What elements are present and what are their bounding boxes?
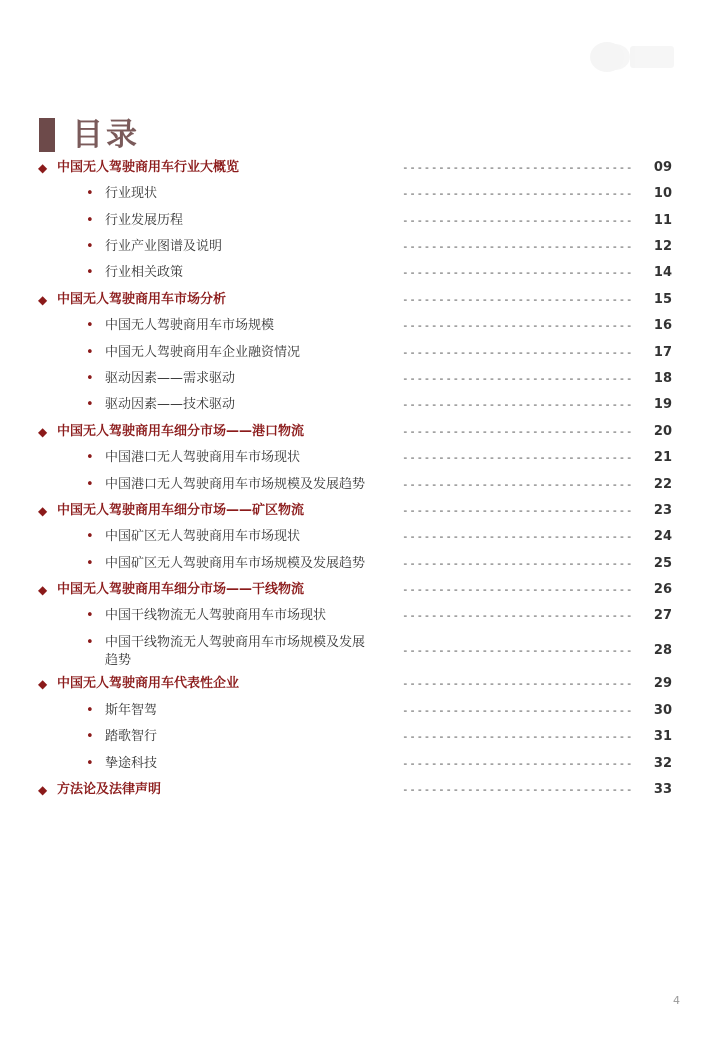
- toc-page-number: 31: [653, 729, 672, 744]
- toc-entry-label: [105, 317, 274, 335]
- toc-entry-label: [105, 476, 365, 494]
- dot-bullet-icon: •: [86, 213, 94, 228]
- toc-page-number: 17: [653, 345, 672, 360]
- dot-bullet-icon: •: [86, 477, 94, 492]
- toc-page-number: 22: [653, 477, 672, 492]
- toc-entry-label-line: 踏歌智行: [105, 729, 158, 744]
- toc-leader-dots: --------------------------------: [402, 583, 634, 596]
- toc-entry-label-line: 驱动因素——技术驱动: [105, 397, 236, 412]
- toc-leader-dots: --------------------------------: [402, 266, 634, 279]
- toc-leader-dots: --------------------------------: [402, 677, 634, 690]
- dot-bullet-icon: •: [86, 703, 94, 718]
- toc-entry-label-line: 中国干线物流无人驾驶商用车市场规模及发展: [105, 635, 366, 650]
- toc-entry-label: [105, 528, 300, 546]
- toc-entry-label-line: 行业发展历程: [105, 213, 184, 228]
- toc-page-number: 32: [653, 756, 672, 771]
- toc-entry-label-line: 驱动因素——需求驱动: [105, 371, 236, 386]
- toc-page-number: 25: [653, 556, 672, 571]
- toc-entry-label-line: 中国矿区无人驾驶商用车市场现状: [105, 529, 301, 544]
- toc-entry-label: [105, 728, 157, 746]
- dot-bullet-icon: •: [86, 450, 94, 465]
- toc-entry-label: [57, 781, 161, 799]
- toc-leader-dots: --------------------------------: [402, 372, 634, 385]
- toc-entry-label-line: 中国无人驾驶商用车市场规模: [105, 318, 275, 333]
- toc-entry-label-line: 中国港口无人驾驶商用车市场规模及发展趋势: [105, 477, 366, 492]
- toc-page-number: 14: [653, 265, 672, 280]
- toc-page-number: 24: [653, 529, 672, 544]
- toc-page-number: 20: [653, 424, 672, 439]
- toc-leader-dots: --------------------------------: [402, 425, 634, 438]
- toc-entry-label-line: 中国干线物流无人驾驶商用车市场现状: [105, 608, 327, 623]
- toc-entry-label-line: 斯年智驾: [105, 703, 158, 718]
- dot-bullet-icon: •: [86, 318, 94, 333]
- toc-entry-label-line: 中国无人驾驶商用车细分市场——干线物流: [57, 582, 305, 597]
- toc-page-number: 11: [653, 213, 672, 228]
- dot-bullet-icon: •: [86, 265, 94, 280]
- toc-leader-dots: --------------------------------: [402, 161, 634, 174]
- toc-page-number: 28: [653, 643, 672, 658]
- dot-bullet-icon: •: [86, 186, 94, 201]
- toc-leader-dots: --------------------------------: [402, 346, 634, 359]
- toc-entry-label-line: 中国无人驾驶商用车企业融资情况: [105, 345, 301, 360]
- toc-page-number: 27: [653, 608, 672, 623]
- toc-entry-label-line: 方法论及法律声明: [57, 782, 162, 797]
- toc-entry-label-line: 中国无人驾驶商用车代表性企业: [57, 676, 240, 691]
- toc-entry-label-line: 行业产业图谱及说明: [105, 239, 223, 254]
- toc-entry-label: [105, 702, 157, 720]
- toc-leader-dots: --------------------------------: [402, 293, 634, 306]
- toc-leader-dots: --------------------------------: [402, 187, 634, 200]
- toc-page-number: 23: [653, 503, 672, 518]
- toc-leader-dots: --------------------------------: [402, 557, 634, 570]
- toc-leader-dots: --------------------------------: [402, 451, 634, 464]
- toc-entry-label: [57, 675, 239, 693]
- toc-leader-dots: --------------------------------: [402, 319, 634, 332]
- title-accent-bar: [39, 118, 55, 152]
- toc-entry-label-line: 行业现状: [105, 186, 158, 201]
- toc-page-number: 15: [653, 292, 672, 307]
- toc-entry-label: [105, 607, 326, 625]
- diamond-bullet-icon: ◆: [38, 783, 48, 797]
- toc-entry-label: [105, 185, 157, 203]
- page-title: 目录: [72, 117, 140, 153]
- toc-entry-label-line: 中国无人驾驶商用车市场分析: [57, 292, 227, 307]
- toc-leader-dots: --------------------------------: [402, 730, 634, 743]
- toc-entry-label-line: 中国无人驾驶商用车细分市场——矿区物流: [57, 503, 305, 518]
- toc-leader-dots: --------------------------------: [402, 240, 634, 253]
- dot-bullet-icon: •: [86, 556, 94, 571]
- toc-leader-dots: --------------------------------: [402, 214, 634, 227]
- dot-bullet-icon: •: [86, 397, 94, 412]
- page-number: 4: [673, 994, 680, 1007]
- diamond-bullet-icon: ◆: [38, 293, 48, 307]
- toc-entry-label: [57, 502, 304, 520]
- toc-entry-label: [105, 212, 183, 230]
- toc-page-number: 29: [653, 676, 672, 691]
- logo-text-shape: [630, 46, 674, 68]
- toc-leader-dots: --------------------------------: [402, 644, 634, 657]
- toc-leader-dots: --------------------------------: [402, 757, 634, 770]
- toc-entry-label-line: 挚途科技: [105, 756, 158, 771]
- toc-entry-label: [105, 344, 300, 362]
- toc-entry-label: [105, 396, 235, 414]
- toc-entry-label: [105, 555, 365, 573]
- diamond-bullet-icon: ◆: [38, 504, 48, 518]
- toc-entry-label-line: 中国港口无人驾驶商用车市场现状: [105, 450, 301, 465]
- toc-leader-dots: --------------------------------: [402, 398, 634, 411]
- dot-bullet-icon: •: [86, 756, 94, 771]
- toc-leader-dots: --------------------------------: [402, 530, 634, 543]
- toc-leader-dots: --------------------------------: [402, 478, 634, 491]
- toc-page-number: 09: [653, 160, 672, 175]
- toc-leader-dots: --------------------------------: [402, 609, 634, 622]
- dot-bullet-icon: •: [86, 635, 94, 650]
- toc-entry-label: [105, 634, 365, 670]
- toc-entry-label-line: 中国无人驾驶商用车细分市场——港口物流: [57, 424, 305, 439]
- toc-entry-label-line: 中国矿区无人驾驶商用车市场规模及发展趋势: [105, 556, 366, 571]
- toc-entry-label: [57, 291, 226, 309]
- dot-bullet-icon: •: [86, 345, 94, 360]
- toc-page-number: 16: [653, 318, 672, 333]
- logo-mark-icon: [590, 42, 624, 72]
- toc-page-number: 12: [653, 239, 672, 254]
- toc-entry-label: [57, 581, 304, 599]
- toc-leader-dots: --------------------------------: [402, 504, 634, 517]
- toc-page-number: 33: [653, 782, 672, 797]
- toc-entry-label: [57, 423, 304, 441]
- toc-page-number: 21: [653, 450, 672, 465]
- toc-entry-label: [105, 755, 157, 773]
- dot-bullet-icon: •: [86, 239, 94, 254]
- toc-leader-dots: --------------------------------: [402, 704, 634, 717]
- dot-bullet-icon: •: [86, 608, 94, 623]
- toc-page-number: 18: [653, 371, 672, 386]
- toc-entry-label-line: 中国无人驾驶商用车行业大概览: [57, 160, 240, 175]
- toc-entry-label: [105, 370, 235, 388]
- toc-page-number: 10: [653, 186, 672, 201]
- toc-entry-label-line: 行业相关政策: [105, 265, 184, 280]
- toc-page-number: 30: [653, 703, 672, 718]
- toc-page-number: 26: [653, 582, 672, 597]
- toc-entry-label: [105, 238, 222, 256]
- toc-entry-label: [105, 264, 183, 282]
- diamond-bullet-icon: ◆: [38, 677, 48, 691]
- toc-leader-dots: --------------------------------: [402, 783, 634, 796]
- diamond-bullet-icon: ◆: [38, 161, 48, 175]
- dot-bullet-icon: •: [86, 529, 94, 544]
- dot-bullet-icon: •: [86, 371, 94, 386]
- dot-bullet-icon: •: [86, 729, 94, 744]
- diamond-bullet-icon: ◆: [38, 583, 48, 597]
- toc-entry-label-line: 趋势: [105, 653, 132, 668]
- diamond-bullet-icon: ◆: [38, 425, 48, 439]
- toc-entry-label: [57, 159, 239, 177]
- toc-entry-label: [105, 449, 300, 467]
- logo-watermark: [590, 40, 690, 74]
- toc-page-number: 19: [653, 397, 672, 412]
